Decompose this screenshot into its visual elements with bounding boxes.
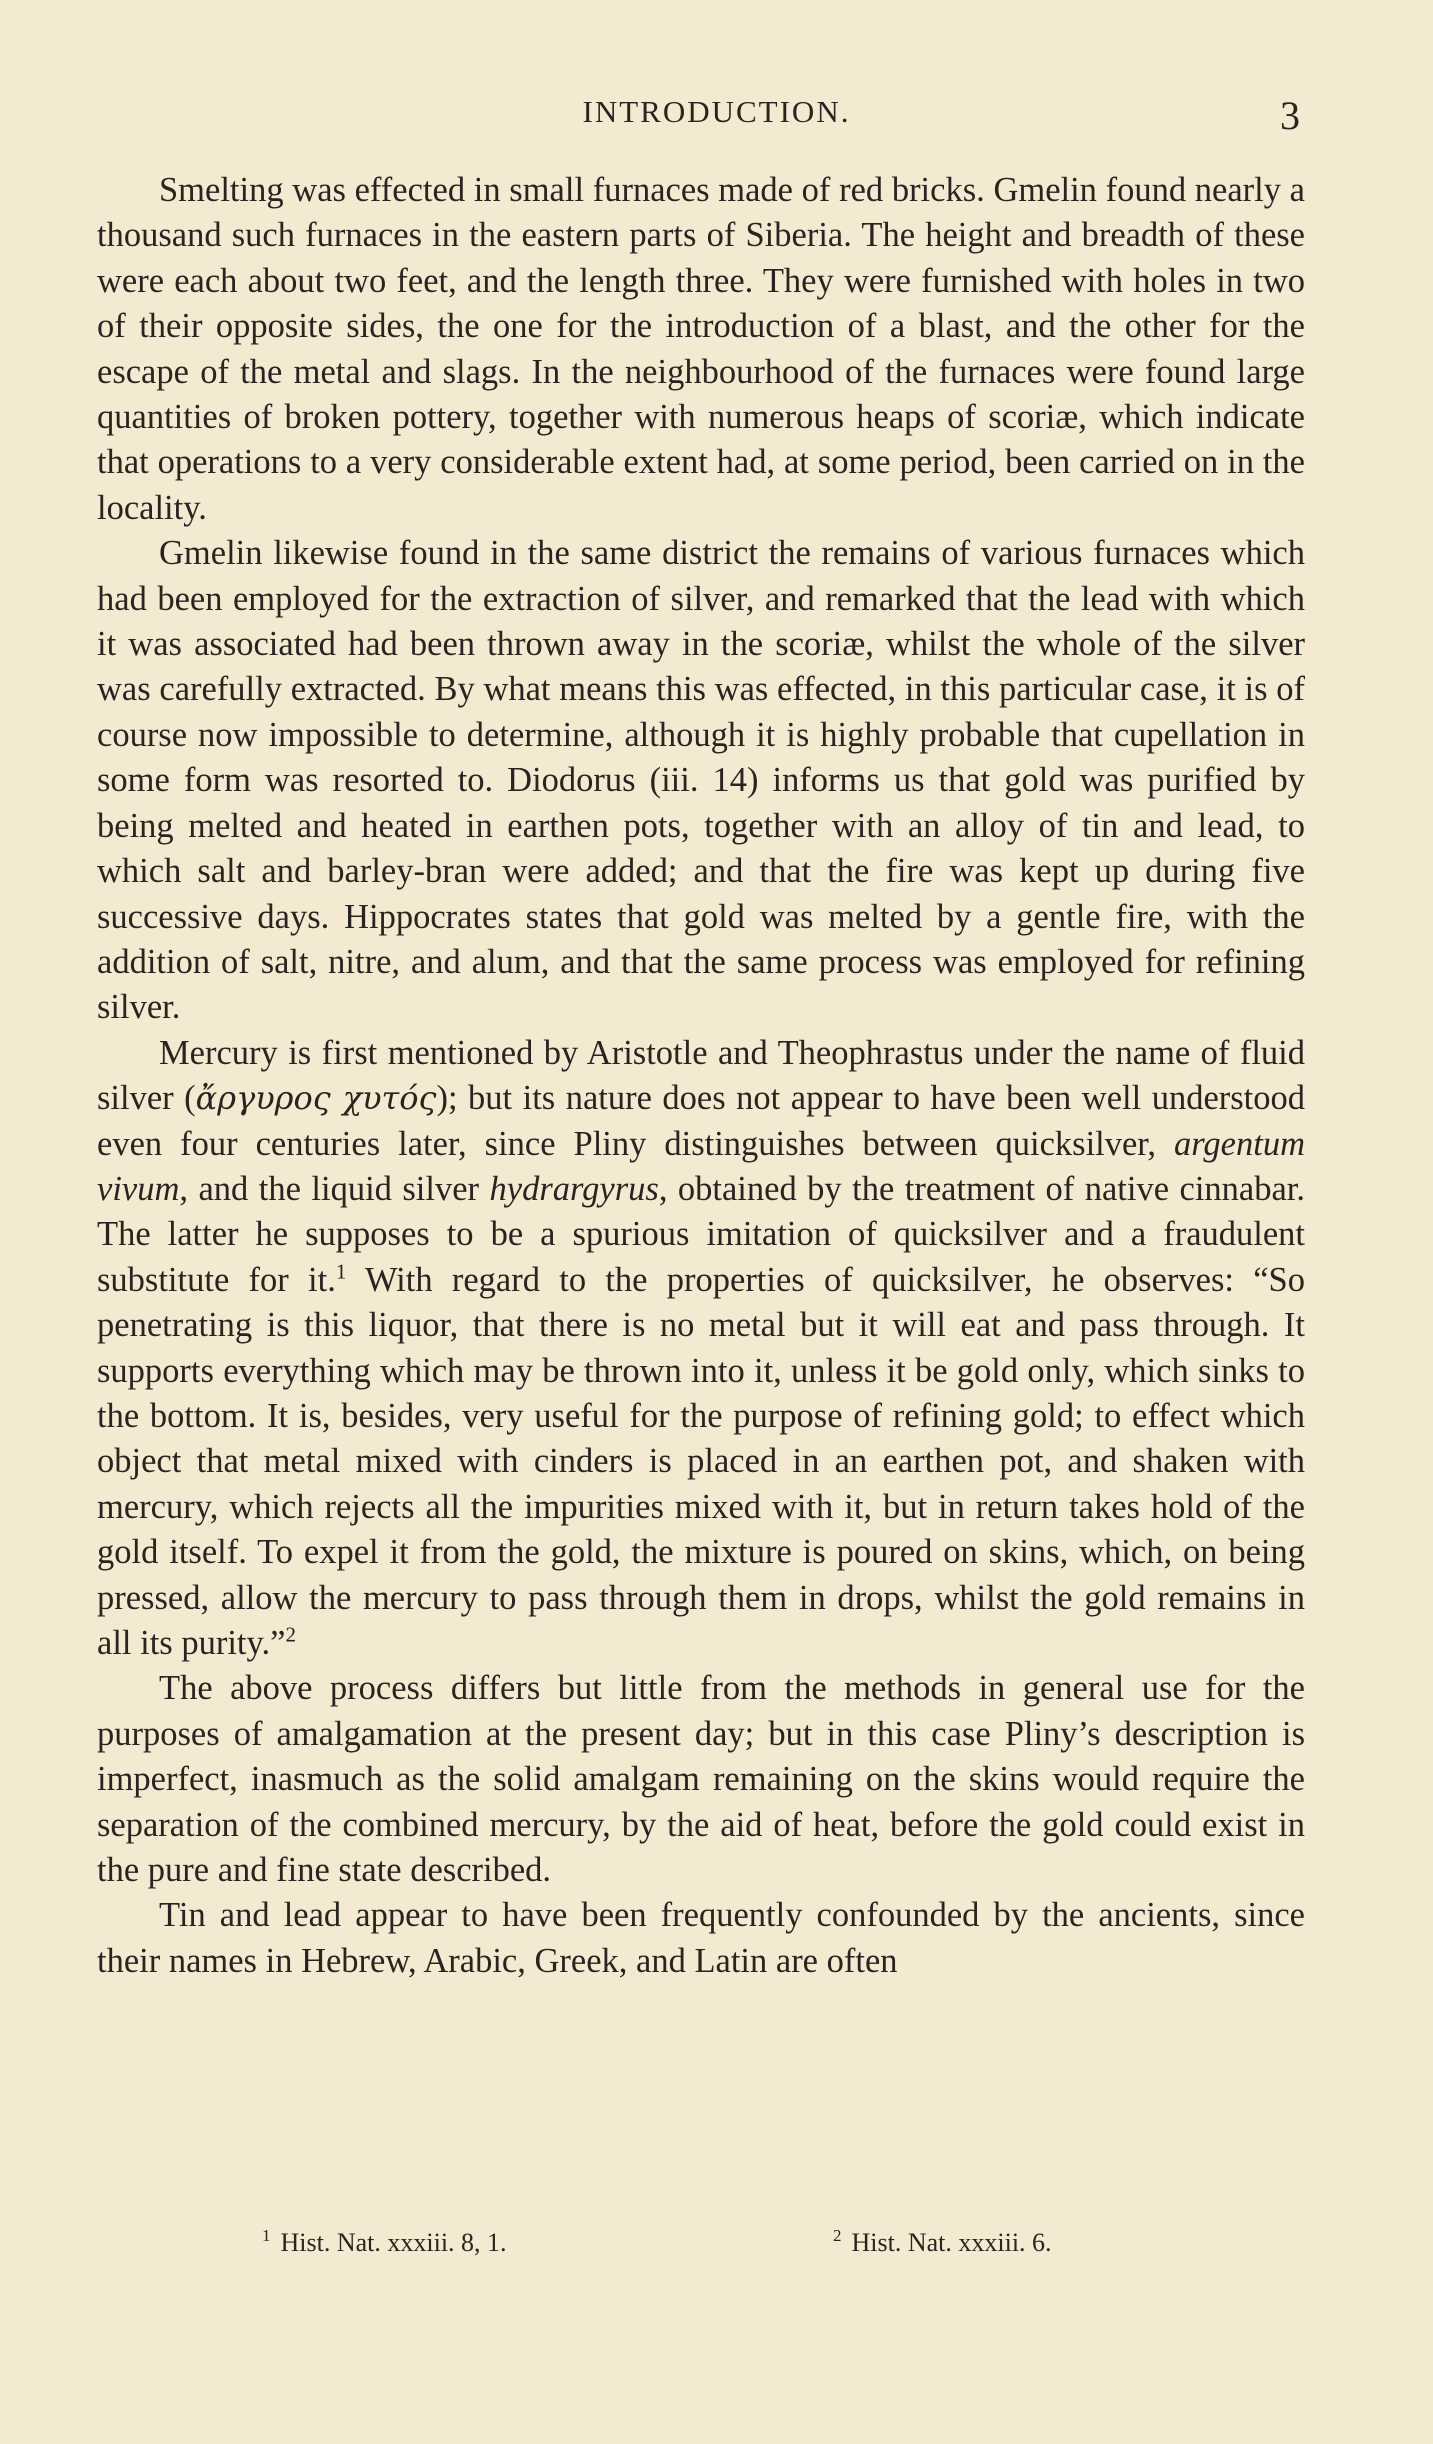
footnote-ref-2: 2 [285, 1622, 296, 1647]
text-run: With regard to the properties of quicksilver, he observes: “So penetrating is this liquor, that there is no metal but it will eat and pass through. It supports everything which may be thrown into it, unless it be gold only, which sinks to the bottom. It is, besides, very useful for the purpose of refining gold; to effect which object that metal mixed with cinders is placed in an earthen pot, and shaken with mercury, which rejects all the impurities mixed with it, but in return takes hold of the gold itself. To expel it from the gold, the mixture is poured on skins, which, on being pressed, allow the mercury to pass through them in drops, whilst the gold remains in all its purity.” [97, 1260, 1305, 1662]
text-run: Mercury is first mentioned by Aristotle and Theophrastus under the name of fluid silver ( [97, 1033, 1305, 1118]
running-header [0, 92, 1433, 138]
paragraph-gmelin-silver: Gmelin likewise found in the same district the remains of various furnaces which had been employed for the extraction of silver, and remarked that the lead with which it was associated had been thrown away in the scoriæ, whilst the whole of the silver was carefully extracted. By what means this was effected, in this particular case, it is of course now impossible to determine, although it is highly probable that cupellation in some form was resorted to. Diodorus (iii. 14) informs us that gold was purified by being melted and heated in earthen pots, together with an alloy of tin and lead, to which salt and barley-bran were added; and that the fire was kept up during five successive days. Hippocrates states that gold was melted by a gentle fire, with the addition of salt, nitre, and alum, and that the same process was employed for refining silver. [97, 534, 1305, 1027]
body-text [97, 168, 1305, 1984]
page-number: 3 [1280, 93, 1300, 138]
latin-term-argentum-vivum: argentum vivum [97, 1124, 1305, 1208]
footnote-1 [262, 2228, 507, 2258]
footnote-text: Hist. Nat. xxxiii. 8, 1. [280, 2228, 507, 2257]
greek-term: ἄργυρος χυτός [195, 1079, 437, 1118]
paragraph-tin-lead: Tin and lead appear to have been frequently confounded by the ancients, since their names in Hebrew, Arabic, Greek, and Latin are often [97, 1896, 1305, 1980]
text-run: , and the liquid silver [179, 1169, 490, 1208]
footnote-ref-1: 1 [335, 1259, 347, 1284]
running-title: INTRODUCTION. [582, 94, 851, 129]
text-run: , obtained by the treatment of native cinnabar. The latter he supposes to be a spurious imitation of quicksilver and a fraudulent substitute for it. [97, 1169, 1305, 1299]
paragraph-smelting: Smelting was effected in small furnaces made of red bricks. Gmelin found nearly a thousand such furnaces in the eastern parts of Siberia. The height and breadth of these were each about two feet, and the length three. They were furnished with holes in two of their opposite sides, the one for the introduction of a blast, and the other for the escape of the metal and slags. In the neighbourhood of the furnaces were found large quantities of broken pottery, together with numerous heaps of scoriæ, which indicate that operations to a very considerable extent had, at some period, been carried on in the locality. [97, 171, 1305, 527]
footnote-mark: 2 [833, 2226, 842, 2246]
footnote-2 [833, 2228, 1052, 2258]
text-run: ); but its nature does not appear to have been well understood even four centuries later, since Pliny distinguishes between quicksilver, [97, 1079, 1306, 1163]
footnote-text: Hist. Nat. xxxiii. 6. [851, 2228, 1052, 2257]
latin-term-hydrargyrus: hydrargyrus [489, 1169, 659, 1208]
paragraph-mercury [97, 1031, 1305, 1667]
footnote-mark: 1 [262, 2226, 271, 2246]
footnotes [0, 2228, 1433, 2268]
paragraph-amalgamation: The above process differs but little from the methods in general use for the purposes of amalgamation at the present day; but in this case Pliny’s description is imperfect, inasmuch as the solid amalgam remaining on the skins would require the separation of the combined mercury, by the aid of heat, before the gold could exist in the pure and fine state described. [97, 1669, 1305, 1890]
